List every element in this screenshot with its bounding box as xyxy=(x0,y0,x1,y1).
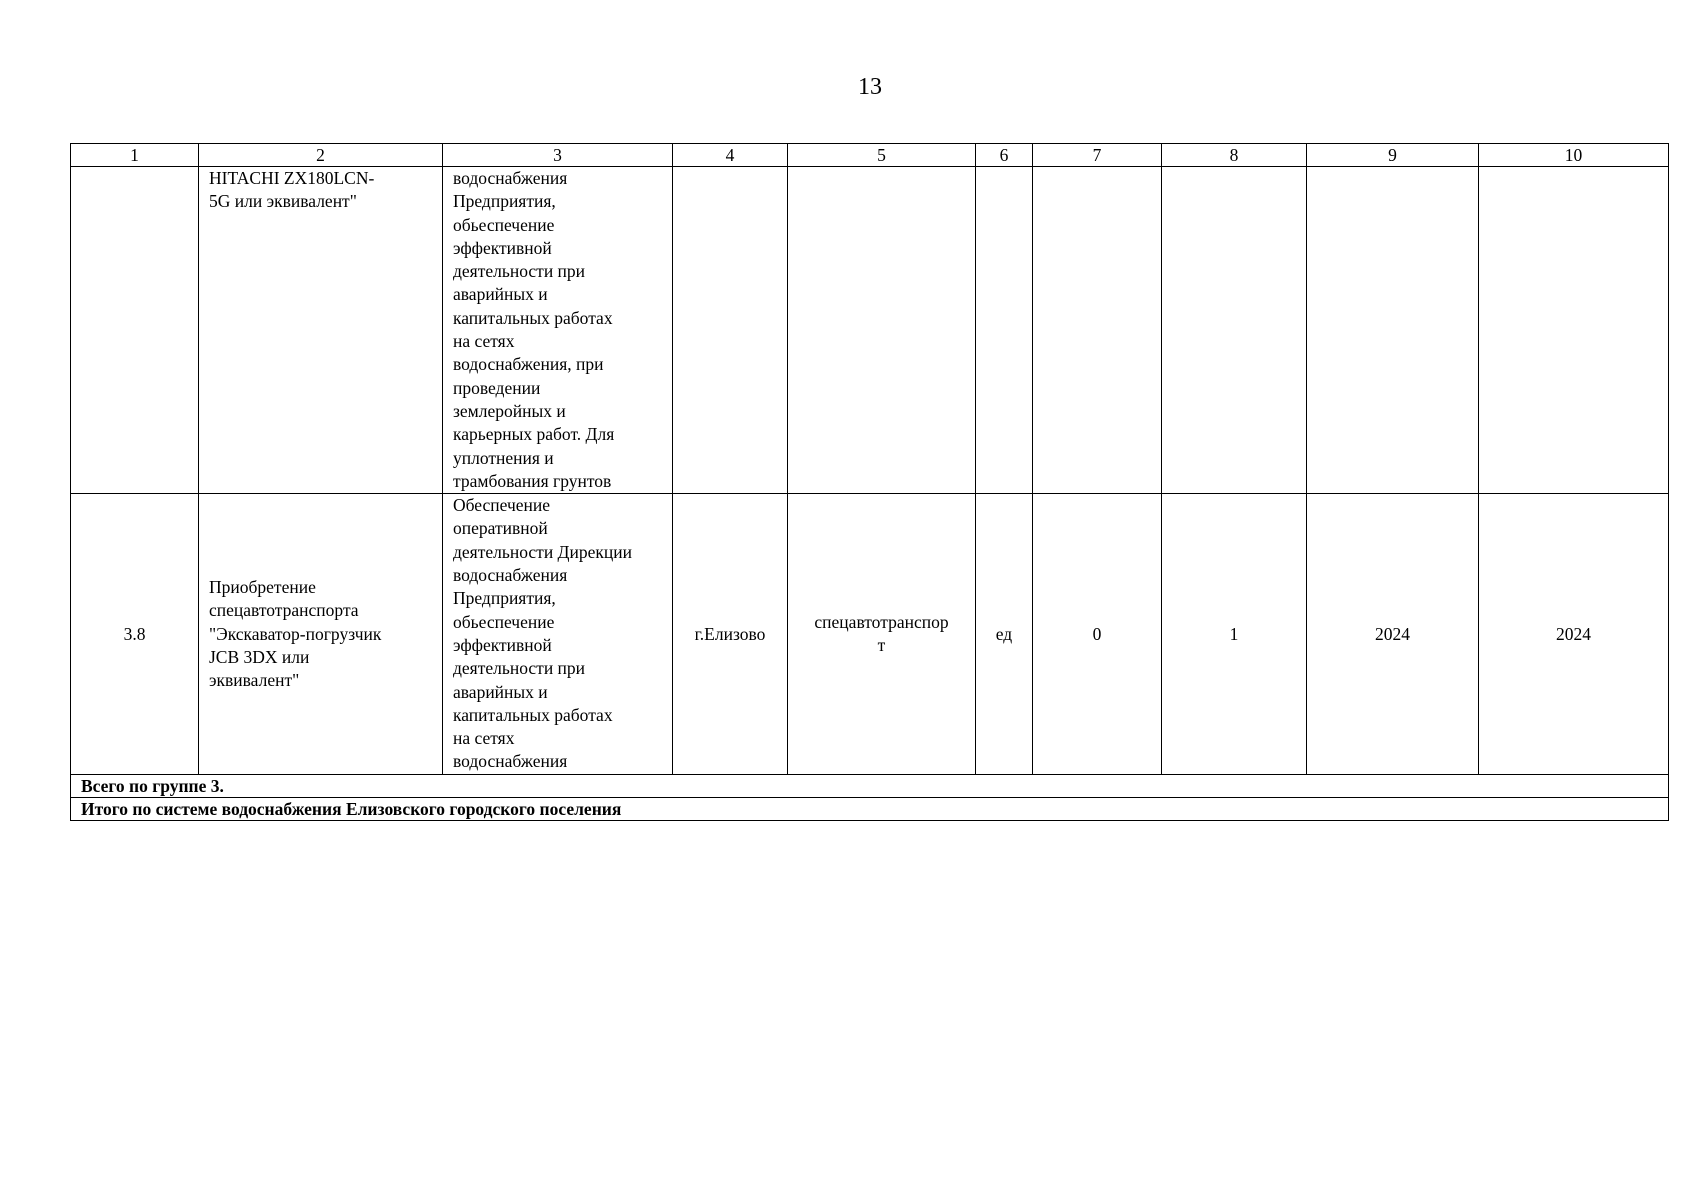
column-header: 7 xyxy=(1033,144,1162,167)
table-header-row xyxy=(71,144,1669,167)
page-number: 13 xyxy=(858,74,882,100)
cell-value-before: 0 xyxy=(1033,494,1162,775)
cell-year-end: 2024 xyxy=(1479,494,1669,775)
column-header: 10 xyxy=(1479,144,1669,167)
table-row xyxy=(71,167,1669,494)
column-header: 2 xyxy=(199,144,443,167)
cell-year-start xyxy=(1307,167,1479,494)
cell-type xyxy=(788,167,976,494)
cell-value-before xyxy=(1033,167,1162,494)
system-total-label: Итого по системе водоснабжения Елизовского городского поселения xyxy=(71,798,1669,821)
cell-type: спецавтотранспор т xyxy=(788,494,976,775)
column-header: 6 xyxy=(976,144,1033,167)
cell-unit xyxy=(976,167,1033,494)
cell-name: HITACHI ZX180LCN- 5G или эквивалент" xyxy=(199,167,443,494)
column-header: 5 xyxy=(788,144,976,167)
column-header: 1 xyxy=(71,144,199,167)
cell-purpose: водоснабжения Предприятия, обьеспечение эффективной деятельности при аварийных и капитальных работах на сетях водоснабжения, при проведении землеройных и карьерных работ. Для уплотнения и трамбования грунтов xyxy=(443,167,673,494)
cell-location: г.Елизово xyxy=(673,494,788,775)
column-header: 3 xyxy=(443,144,673,167)
cell-year-start: 2024 xyxy=(1307,494,1479,775)
group-total-label: Всего по группе 3. xyxy=(71,775,1669,798)
cell-unit: ед xyxy=(976,494,1033,775)
column-header: 8 xyxy=(1162,144,1307,167)
cell-name: Приобретение спецавтотранспорта "Экскаватор-погрузчик JCB 3DX или эквивалент" xyxy=(199,494,443,775)
system-total-row xyxy=(71,798,1669,821)
group-total-row xyxy=(71,775,1669,798)
cell-year-end xyxy=(1479,167,1669,494)
cell-number xyxy=(71,167,199,494)
column-header: 9 xyxy=(1307,144,1479,167)
cell-location xyxy=(673,167,788,494)
column-header: 4 xyxy=(673,144,788,167)
cell-value-after: 1 xyxy=(1162,494,1307,775)
cell-number: 3.8 xyxy=(71,494,199,775)
table-row xyxy=(71,494,1669,775)
cell-purpose: Обеспечение оперативной деятельности Дирекции водоснабжения Предприятия, обьеспечение эффективной деятельности при аварийных и капитальных работах на сетях водоснабжения xyxy=(443,494,673,775)
cell-value-after xyxy=(1162,167,1307,494)
investment-table xyxy=(70,143,1669,821)
